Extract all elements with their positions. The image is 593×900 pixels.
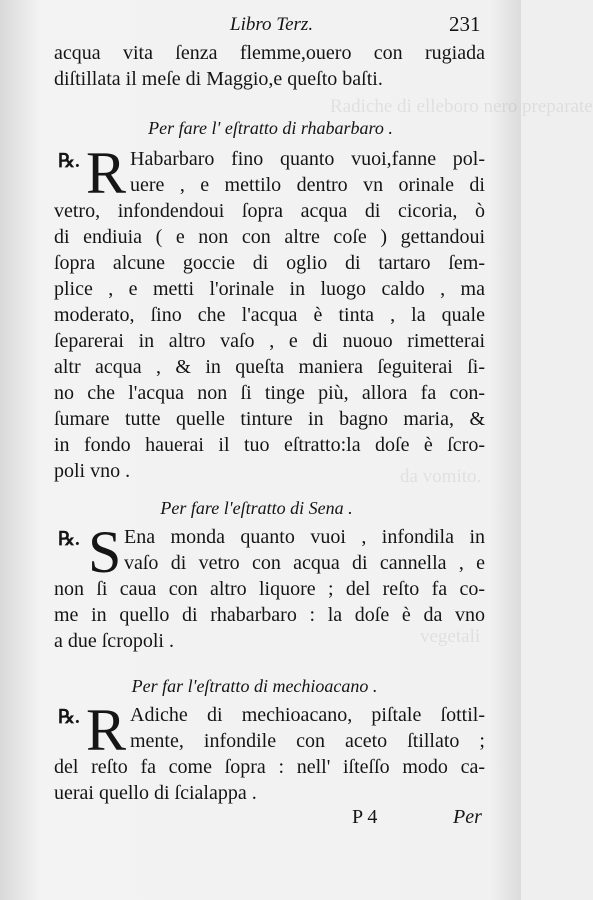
text-line: diſtillata il meſe di Maggio,e queſto baſti. (54, 68, 383, 90)
text-line: ſeparerai in altro vaſo , e di nuouo rimetterai (54, 330, 485, 352)
text-line: mente, infondile con aceto ſtillato ; (130, 730, 485, 752)
section-indented-lines (130, 702, 485, 754)
text-line: non ſi caua con altro liquore ; del reſto fa co- (54, 578, 485, 600)
section-heading: Per fare l' eſtratto di rhabarbaro . (148, 118, 393, 138)
bleed-through-text: da vomito. (400, 466, 482, 487)
text-line: Adiche di mechioacano, piſtale ſottil- (130, 704, 485, 726)
text-line: me in quello di rhabarbaro : la doſe è da vno (54, 604, 485, 626)
text-line: ſopra alcune goccie di oglio di tartaro ſem- (54, 252, 485, 274)
page-footer (0, 806, 521, 836)
text-line: Habarbaro fino quanto vuoi,fanne pol- (130, 148, 485, 170)
text-line: in fondo hauerai il tuo eſtratto:la doſe è ſcro- (54, 434, 485, 456)
recipe-mark: ℞. (58, 529, 80, 550)
text-line: del reſto fa come ſopra : nell' iſteſſo modo ca- (54, 756, 485, 778)
drop-cap: S (88, 519, 122, 585)
section-body (54, 198, 485, 484)
catchword: Per (453, 806, 482, 828)
text-line: a due ſcropoli . (54, 630, 174, 652)
bleed-through-text: vegetali (420, 626, 481, 647)
text-line: di endiuia ( e non con altre coſe ) gettandoui (54, 226, 485, 248)
intro-paragraph (54, 40, 485, 92)
text-line: altr acqua , & in queſta maniera ſeguiterai ſi- (54, 356, 485, 378)
running-title: Libro Terz. (230, 14, 314, 35)
text-line: moderato, ſino che l'acqua è tinta , la quale (54, 304, 485, 326)
text-line: acqua vita ſenza flemme,ouero con rugiada (54, 42, 485, 64)
recipe-mark: ℞. (58, 707, 80, 728)
section-heading: Per far l'eſtratto di mechioacano . (131, 676, 378, 696)
section-body (54, 754, 485, 806)
drop-cap: R (86, 697, 127, 763)
section-indented-lines (124, 524, 485, 576)
text-line: ſumare tutte quelle tinture in bagno maria, & (54, 408, 485, 430)
section-body (54, 576, 485, 654)
text-line: no che l'acqua non ſi tinge più, allora fa con- (54, 382, 485, 404)
text-line: vetro, infondendoui ſopra acqua di cicoria, ò (54, 200, 485, 222)
recipe-mark: ℞. (58, 151, 80, 172)
section-heading: Per fare l'eſtratto di Sena . (160, 498, 353, 518)
bleed-through-text: Radiche di elleboro nero preparate (330, 96, 593, 117)
page-header (0, 6, 521, 36)
text-line: vaſo di vetro con acqua di cannella , e (124, 552, 485, 574)
section-indented-lines (130, 146, 485, 198)
text-line: plice , e metti l'orinale in luogo caldo , ma (54, 278, 485, 300)
signature-mark: P 4 (352, 806, 378, 828)
text-line: Ena monda quanto vuoi , infondila in (124, 526, 485, 548)
text-line: uere , e mettilo dentro vn orinale di (130, 174, 485, 196)
text-line: poli vno . (54, 460, 131, 482)
text-line: uerai quello di ſcialappa . (54, 782, 257, 804)
page-number: 231 (449, 12, 481, 36)
drop-cap: R (86, 140, 127, 206)
